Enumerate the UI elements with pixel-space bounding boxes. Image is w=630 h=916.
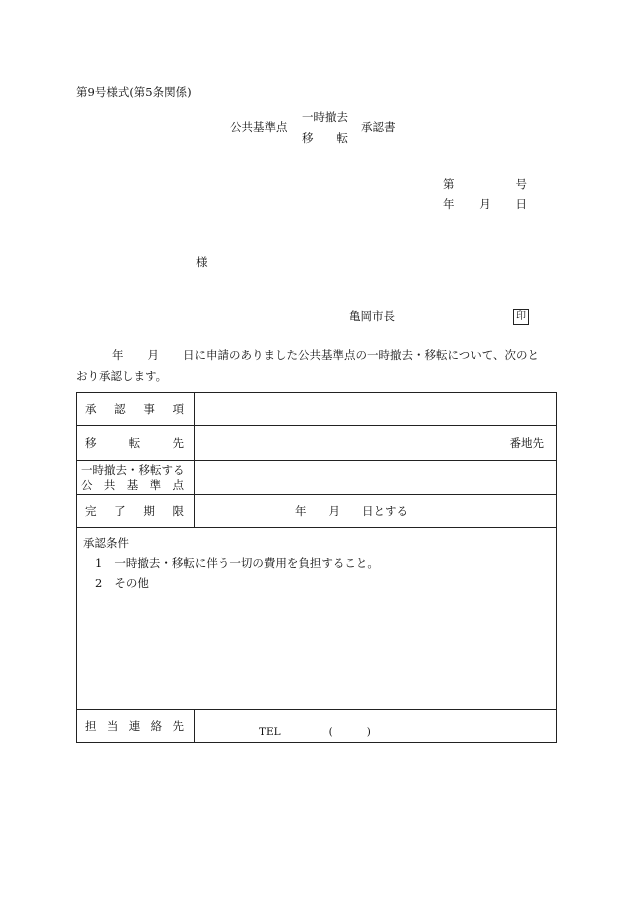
value-contact[interactable] [195, 710, 557, 743]
date-month: 月 [479, 197, 491, 211]
label-contact: 担 当 連 絡 先 [77, 710, 195, 743]
deadline-day: 日とする [362, 504, 408, 518]
title-suffix: 承認書 [361, 120, 396, 134]
value-benchmark[interactable] [195, 461, 557, 495]
label-approval-matter: 承 認 事 項 [77, 393, 195, 426]
value-approval-matter[interactable] [195, 393, 557, 426]
label-relocation-destination: 移 転 先 [77, 426, 195, 461]
date-year: 年 [443, 197, 455, 211]
label-completion-deadline: 完 了 期 限 [77, 495, 195, 528]
conditions-header: 承認条件 [83, 536, 129, 550]
condition-item: 2 その他 [95, 576, 149, 590]
body-line-2: おり承認します。 [76, 369, 168, 383]
paren-close: ) [366, 726, 371, 738]
deadline-year: 年 [295, 504, 307, 518]
issue-date [443, 199, 527, 211]
condition-item: 1 一時撤去・移転に伴う一切の費用を負担すること。 [95, 556, 379, 570]
banchi-saki-label: 番地先 [509, 436, 544, 450]
table-row [77, 528, 557, 710]
number-label: 第 [443, 177, 455, 191]
number-suffix: 号 [515, 177, 527, 191]
conditions-cell [77, 528, 557, 710]
paren-open: ( [328, 726, 333, 738]
title-option-char: 転 [336, 131, 348, 145]
date-day: 日 [515, 197, 527, 211]
table-row [77, 461, 557, 495]
title-option-temporary-removal: 一時撤去 [302, 110, 348, 124]
seal-stamp: 印 [513, 309, 529, 325]
value-relocation-destination[interactable] [195, 426, 557, 461]
table-row [77, 393, 557, 426]
body-text: 日に申請のありました公共基準点の一時撤去・移転について、次のと [183, 348, 540, 362]
approval-table [76, 392, 557, 743]
title-option-char: 移 [302, 131, 314, 145]
table-row [77, 710, 557, 743]
body-month: 月 [147, 348, 159, 362]
form-number: 第9号様式(第5条関係) [76, 85, 192, 99]
tel-label: TEL [259, 726, 281, 738]
body-line-1 [112, 350, 554, 362]
value-completion-deadline[interactable] [195, 495, 557, 528]
label-benchmark: 一時撤去・移転する 公 共 基 準 点 [77, 461, 195, 495]
title-prefix: 公共基準点 [230, 120, 288, 134]
table-row [77, 426, 557, 461]
addressee-suffix: 様 [196, 255, 208, 269]
document-number [443, 179, 527, 191]
table-row [77, 495, 557, 528]
body-year: 年 [112, 348, 124, 362]
issuer-name: 亀岡市長 [349, 309, 395, 323]
title-option-relocation [302, 133, 348, 145]
deadline-month: 月 [328, 504, 340, 518]
